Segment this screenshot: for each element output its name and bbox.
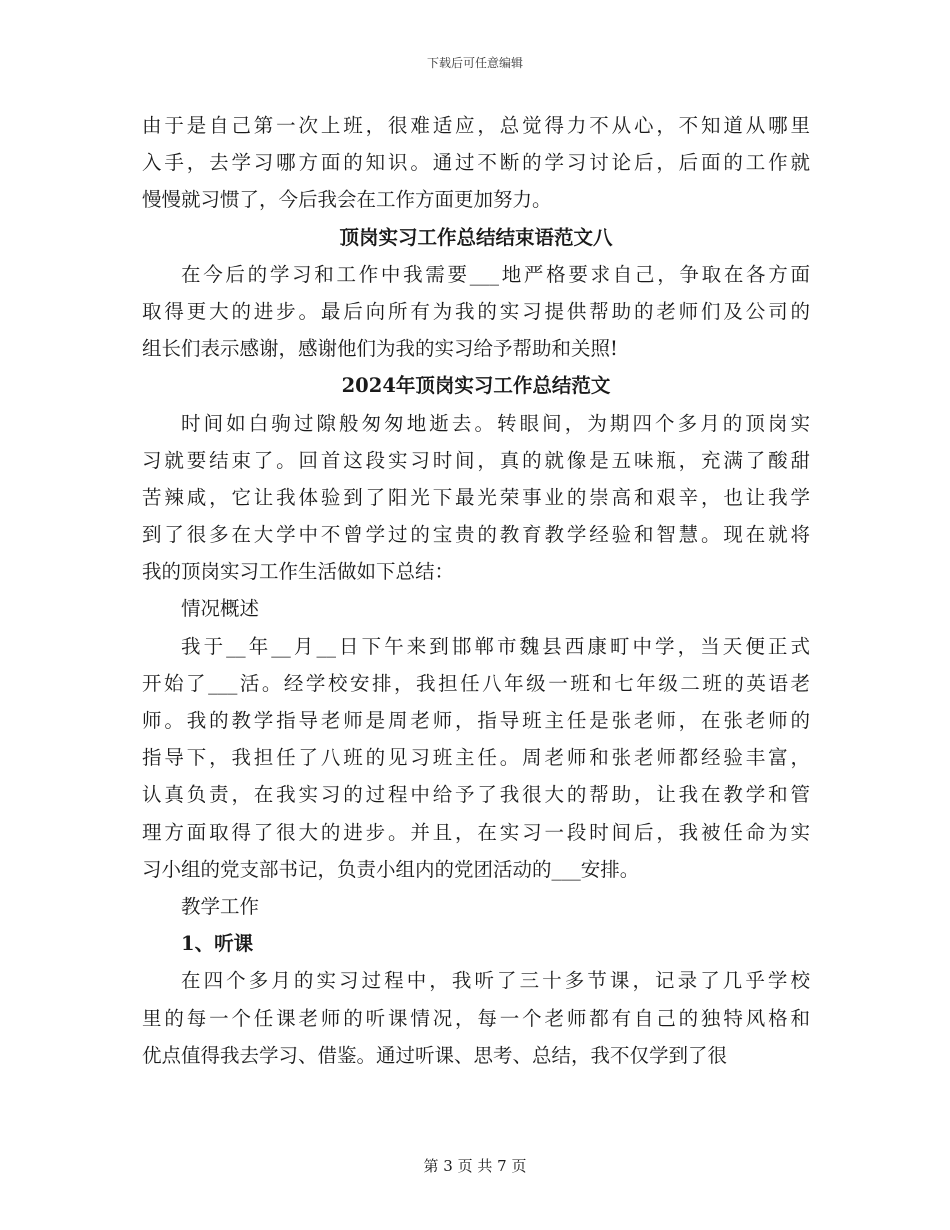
text-line: 时间如白驹过隙般匆匆地逝去。转眼间，为期四个多月的顶岗实 <box>181 411 810 435</box>
text-line: 情况概述 <box>181 597 260 621</box>
page-number: 第 3 页 共 7 页 <box>423 1157 527 1175</box>
text-line: 开始了___活。经学校安排，我担任八年级一班和七年级二班的英语老 <box>142 671 810 695</box>
text-line: 认真负责，在我实习的过程中给予了我很大的帮助，让我在教学和管 <box>142 783 810 807</box>
text-line: 理方面取得了很大的进步。并且，在实习一段时间后，我被任命为实 <box>142 820 810 844</box>
text-line: 慢慢就习惯了，今后我会在工作方面更加努力。 <box>142 188 552 212</box>
paragraph <box>142 405 810 591</box>
paragraph <box>142 925 810 962</box>
paragraph <box>142 107 810 219</box>
document-body <box>142 107 810 1074</box>
paragraph <box>142 888 810 925</box>
paragraph <box>142 962 810 1074</box>
text-line: 1、听课 <box>181 932 254 956</box>
section-title: 顶岗实习工作总结结束语范文八 <box>339 225 613 249</box>
text-line: 我的顶岗实习工作生活做如下总结： <box>142 560 455 584</box>
text-line: 习小组的党支部书记，负责小组内的党团活动的___安排。 <box>142 857 640 881</box>
text-line: 我于__年__月__日下午来到邯郸市魏县西康町中学，当天便正式 <box>181 634 810 658</box>
section-title: 2024年顶岗实习工作总结范文 <box>341 374 611 398</box>
text-line: 到了很多在大学中不曾学过的宝贵的教育教学经验和智慧。现在就将 <box>142 523 810 547</box>
header-note: 下载后可任意编辑 <box>426 56 523 70</box>
paragraph <box>142 590 810 627</box>
text-line: 组长们表示感谢，感谢他们为我的实习给予帮助和关照! <box>142 337 618 361</box>
text-line: 苦辣咸，它让我体验到了阳光下最光荣事业的崇高和艰辛，也让我学 <box>142 485 810 509</box>
text-line: 优点值得我去学习、借鉴。通过听课、思考、总结，我不仅学到了很 <box>142 1043 728 1067</box>
text-line: 在今后的学习和工作中我需要___地严格要求自己，争取在各方面 <box>181 262 810 286</box>
text-line: 在四个多月的实习过程中，我听了三十多节课，记录了几乎学校 <box>181 969 810 993</box>
text-line: 由于是自己第一次上班，很难适应，总觉得力不从心，不知道从哪里 <box>142 114 810 137</box>
text-line: 取得更大的进步。最后向所有为我的实习提供帮助的老师们及公司的 <box>142 299 810 323</box>
text-line: 习就要结束了。回首这段实习时间，真的就像是五味瓶，充满了酸甜 <box>142 448 810 472</box>
text-line: 里的每一个任课老师的听课情况，每一个老师都有自己的独特风格和 <box>142 1006 810 1030</box>
text-line: 教学工作 <box>181 894 260 918</box>
text-line: 入手，去学习哪方面的知识。通过不断的学习讨论后，后面的工作就 <box>142 151 810 175</box>
paragraph <box>142 628 810 888</box>
text-line: 师。我的教学指导老师是周老师，指导班主任是张老师，在张老师的 <box>142 709 810 732</box>
paragraph <box>142 256 810 368</box>
text-line: 指导下，我担任了八班的见习班主任。周老师和张老师都经验丰富， <box>142 746 810 770</box>
